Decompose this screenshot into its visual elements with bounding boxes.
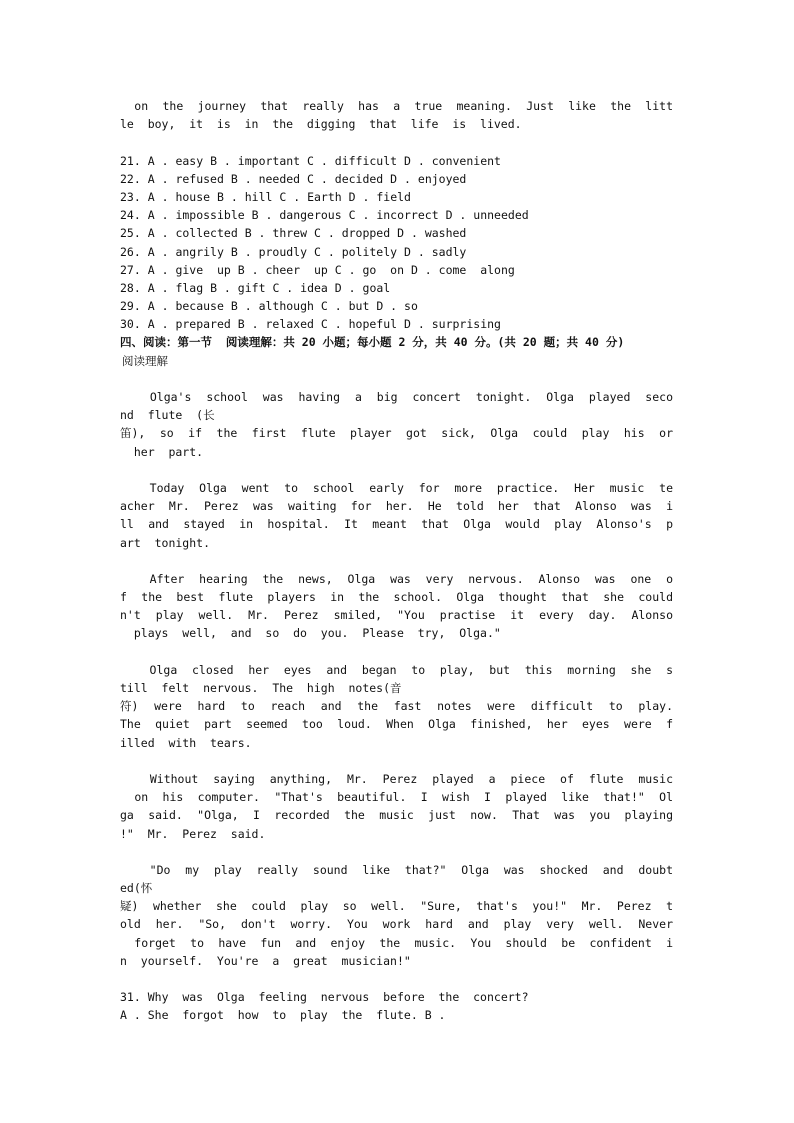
passage-line: forget to have fun and enjoy the music. You should be confident i [120, 935, 673, 950]
choice-text: goal [362, 280, 391, 295]
choice-label: D . [397, 226, 418, 241]
choice-label: D . [390, 171, 411, 186]
question-number: 30. [120, 317, 141, 332]
choice-text: give up [175, 262, 231, 277]
passage-line: Without saying anything, Mr. Perez played a piece of flute music [120, 771, 673, 786]
choice-label: A . [147, 226, 169, 241]
passage-line: Today Olga went to school early for more practice. Her music te [120, 480, 673, 495]
passage-line: plays well, and so do you. Please try, Olga." [120, 626, 501, 641]
choice-label: A . [147, 208, 169, 223]
passage-line: After hearing the news, Olga was very nervous. Alonso was one o [120, 571, 673, 586]
passage-line: old her. "So, don't worry. You work hard and play very well. Never [120, 917, 673, 932]
choice-text: dangerous [279, 208, 342, 223]
choice-text: relaxed [265, 317, 314, 332]
question-text: Why was Olga feeling nervous before the concert? [147, 990, 529, 1005]
section-heading: 四、阅读：第一节 阅读理解：共 20 小题；每小题 2 分，共 40 分。(共 20 题；共 40 分) [120, 335, 625, 350]
choice-text: unneeded [473, 208, 529, 223]
cloze-question-row [120, 315, 673, 333]
choice-text: incorrect [376, 208, 439, 223]
choice-label: C . [272, 280, 294, 295]
question-number: 23. [120, 189, 141, 204]
question-choices [120, 1006, 673, 1024]
choice-text: easy [175, 153, 204, 168]
choice-label: D . [410, 262, 432, 277]
choice-label: A . [147, 299, 169, 314]
passage-paragraph [120, 770, 673, 843]
choice-label: A . [147, 171, 169, 186]
choice-text: Earth [307, 189, 342, 204]
choice-label: B . [230, 299, 252, 314]
choice-text: surprising [431, 317, 501, 332]
question-number: 25. [120, 226, 141, 241]
exam-page [120, 97, 673, 1025]
choice-label: C . [320, 299, 342, 314]
cloze-answer-options [120, 152, 673, 334]
choice-label: B . [244, 226, 266, 241]
cloze-question-row [120, 297, 673, 315]
choice-label: A . [147, 262, 169, 277]
choice-text: impossible [175, 208, 245, 223]
choice-label: C . [313, 226, 335, 241]
question-number: 31. [120, 990, 141, 1005]
reading-questions [120, 988, 673, 1024]
choice-text: politely [341, 244, 398, 259]
choice-label: D . [376, 299, 398, 314]
choice-text: so [404, 299, 418, 314]
choice-text: enjoyed [417, 171, 467, 186]
passage-line: The quiet part seemed too loud. When Olga finished, her eyes were f [120, 717, 673, 732]
passage-paragraph [120, 479, 673, 552]
choice-text: go on [362, 262, 404, 277]
choice-text: house [175, 189, 211, 204]
passage-line: ll and stayed in hospital. It meant that Olga would play Alonso's p [120, 517, 673, 532]
passage-line: on the journey that really has a true meaning. Just like the litt [120, 99, 673, 113]
choice-label: A . [147, 189, 169, 204]
choice-text: sadly [431, 244, 467, 259]
choice-label: C . [307, 153, 328, 168]
choice-label: C . [320, 317, 342, 332]
passage-line: !" Mr. Perez said. [120, 826, 266, 841]
choice-label: B . [251, 208, 273, 223]
choice-text: proudly [258, 244, 308, 259]
cloze-question-row [120, 170, 673, 188]
choice-text: gift [237, 280, 266, 295]
choice-label: D . [404, 153, 425, 168]
choice-label: B . [424, 1008, 446, 1023]
question-number: 28. [120, 280, 141, 295]
choice-text: idea [300, 280, 328, 295]
question-number: 27. [120, 262, 141, 277]
choice-text: collected [175, 226, 238, 241]
passage-line: le boy, it is in the digging that life is lived. [120, 117, 522, 132]
passage-line: Olga closed her eyes and began to play, but this morning she s [120, 662, 673, 677]
choice-text: difficult [334, 153, 398, 168]
question-number: 22. [120, 171, 141, 186]
passage-line: till felt nervous. The high notes(音 [120, 681, 402, 695]
choice-text: decided [334, 171, 384, 186]
choice-text: refused [175, 171, 224, 186]
passage-line: on his computer. "That's beautiful. I wish I played like that!" Ol [120, 790, 673, 805]
passage-line: ga said. "Olga, I recorded the music just now. That was you playing [120, 808, 673, 823]
choice-text: angrily [175, 244, 224, 259]
choice-label: D . [334, 280, 356, 295]
cloze-question-row [120, 243, 673, 261]
cloze-question-row [120, 224, 673, 242]
cloze-question-row [120, 261, 673, 279]
choice-label: A . [120, 1008, 141, 1023]
passage-paragraph [120, 661, 673, 752]
choice-label: B . [230, 171, 252, 186]
choice-text: important [237, 153, 301, 168]
choice-label: B . [237, 317, 259, 332]
question-stem [120, 988, 673, 1006]
choice-label: B . [237, 262, 259, 277]
passage-line: n yourself. You're a great musician!" [120, 953, 411, 968]
choice-text: hill [244, 189, 273, 204]
passage-line: nd flute (长 [120, 408, 215, 423]
passage-line: 笛), so if the first flute player got sick, Olga could play his or [120, 426, 673, 441]
choice-text: field [376, 189, 411, 204]
cloze-question-row [120, 279, 673, 297]
choice-text: convenient [431, 153, 501, 168]
choice-text: although [258, 299, 314, 314]
choice-label: B . [210, 153, 231, 168]
choice-label: A . [147, 153, 169, 168]
passage-line: Olga's school was having a big concert tonight. Olga played seco [120, 390, 673, 404]
choice-label: D . [404, 317, 425, 332]
passage-line: art tonight. [120, 535, 211, 550]
choice-label: C . [279, 189, 301, 204]
choice-text: flag [175, 280, 204, 295]
passage-line: n't play well. Mr. Perez smiled, "You practise it every day. Alonso [120, 608, 673, 623]
choice-label: C . [334, 262, 356, 277]
choice-text: come along [438, 262, 515, 277]
choice-text: needed [258, 171, 301, 186]
passage-line: acher Mr. Perez was waiting for her. He told her that Alonso was i [120, 499, 673, 514]
passage-paragraph [120, 388, 673, 461]
passage-line: "Do my play really sound like that?" Olga was shocked and doubt [120, 862, 673, 877]
passage-line: 疑) whether she could play so well. "Sure, that's you!" Mr. Perez t [120, 899, 673, 914]
choice-text: threw [272, 226, 308, 241]
choice-label: B . [217, 189, 238, 204]
passage-paragraph [120, 861, 673, 970]
question-number: 24. [120, 208, 141, 223]
choice-label: A . [147, 244, 169, 259]
question-number: 21. [120, 153, 141, 168]
passage-line: f the best flute players in the school. Olga thought that she could [120, 590, 673, 605]
passage-line: illed with tears. [120, 735, 252, 750]
choice-label: D . [445, 208, 467, 223]
choice-label: D . [348, 189, 370, 204]
choice-text: washed [424, 226, 467, 241]
choice-text: dropped [341, 226, 391, 241]
choice-label: B . [210, 280, 231, 295]
choice-text: hopeful [348, 317, 398, 332]
choice-text: but [348, 299, 370, 314]
cloze-question-row [120, 188, 673, 206]
choice-text: because [175, 299, 224, 314]
section-subheading: 阅读理解 [122, 353, 168, 368]
cloze-question-row [120, 152, 673, 170]
passage-paragraph [120, 570, 673, 643]
question-number: 26. [120, 244, 141, 259]
passage-line: 符) were hard to reach and the fast notes were difficult to play. [120, 699, 673, 714]
choice-label: C . [307, 171, 328, 186]
choice-label: A . [147, 317, 169, 332]
passage-line: her part. [120, 444, 204, 459]
choice-text: cheer up [265, 262, 328, 277]
question-number: 29. [120, 299, 141, 314]
choice-label: B . [230, 244, 252, 259]
choice-label: D . [404, 244, 425, 259]
choice-text: prepared [175, 317, 231, 332]
previous-passage-ending [120, 97, 673, 133]
cloze-question-row [120, 206, 673, 224]
passage-line: ed(怀 [120, 881, 153, 896]
choice-label: A . [147, 280, 169, 295]
choice-label: C . [348, 208, 370, 223]
choice-text: She forgot how to play the flute. [147, 1008, 418, 1023]
reading-passage [120, 388, 673, 970]
choice-label: C . [313, 244, 335, 259]
